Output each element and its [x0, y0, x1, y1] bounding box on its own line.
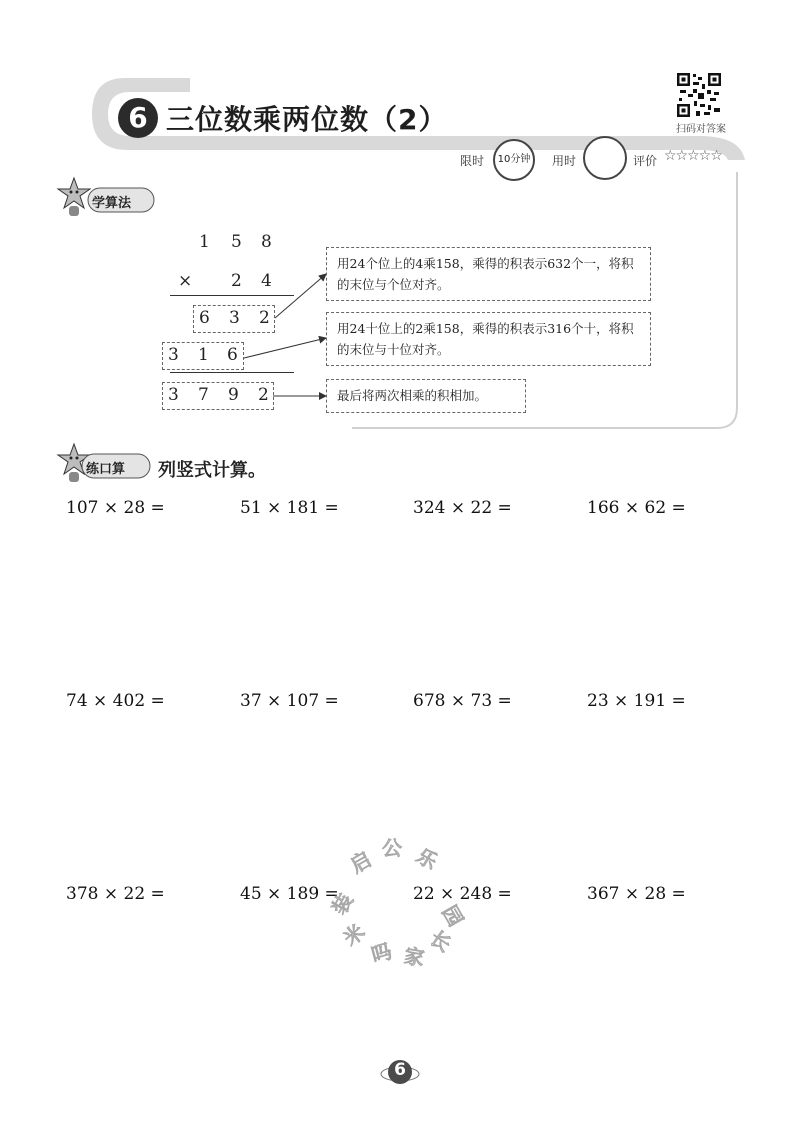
page-title: 三位数乘两位数（2） — [166, 103, 448, 136]
total-digit: 7 — [198, 385, 209, 405]
practice-problem: 74 × 402 = — [66, 691, 165, 711]
multiplier-digit: 2 — [231, 271, 242, 291]
time-used-label: 用时 — [552, 154, 577, 168]
partial-1-digit: 6 — [199, 308, 210, 328]
practice-problem: 678 × 73 = — [413, 691, 512, 711]
practice-badge-label: 练口算 — [86, 462, 126, 477]
explanation-note-3: 最后将两次相乘的积相加。 — [326, 379, 526, 413]
svg-text:长: 长 — [425, 925, 456, 957]
multiplicand-digit: 5 — [231, 232, 242, 252]
rating-stars[interactable]: ☆☆☆☆☆ — [664, 148, 722, 164]
practice-instruction: 列竖式计算。 — [158, 460, 266, 481]
total-digit: 3 — [168, 385, 179, 405]
svg-text:家: 家 — [402, 943, 427, 971]
svg-text:米: 米 — [338, 919, 370, 951]
lesson-number-badge: 6 — [118, 98, 158, 138]
qr-caption: 扫码对答案 — [676, 124, 726, 135]
star-mascot-icon — [56, 176, 92, 220]
time-limit-badge: 10分钟 — [493, 139, 535, 181]
explanation-note-1: 用24个位上的4乘158，乘得的积表示632个一，将积的末位与个位对齐。 — [326, 247, 651, 301]
partial-2-digit: 3 — [168, 345, 179, 365]
svg-text:公: 公 — [382, 836, 402, 860]
practice-problem: 367 × 28 = — [587, 884, 686, 904]
learn-badge-label: 学算法 — [92, 196, 132, 211]
rating-label: 评价 — [633, 154, 658, 168]
practice-problem: 37 × 107 = — [240, 691, 339, 711]
multiplicand-digit: 8 — [261, 232, 272, 252]
practice-problem: 51 × 181 = — [240, 498, 339, 518]
time-limit-label: 限时 — [460, 154, 485, 168]
svg-text:启: 启 — [346, 846, 376, 878]
svg-text:吗: 吗 — [368, 938, 395, 968]
svg-text:乐: 乐 — [412, 843, 442, 875]
practice-problem: 378 × 22 = — [66, 884, 165, 904]
watermark-seal — [326, 830, 470, 971]
svg-text:园: 园 — [437, 901, 469, 931]
practice-problem: 107 × 28 = — [66, 498, 165, 518]
explanation-arrows — [240, 260, 330, 410]
practice-problem: 22 × 248 = — [413, 884, 512, 904]
partial-1-digit: 3 — [229, 308, 240, 328]
multiplicand-digit: 1 — [199, 232, 210, 252]
partial-2-digit: 1 — [198, 345, 209, 365]
partial-2-digit: 6 — [227, 345, 238, 365]
times-sign: × — [178, 271, 193, 291]
page-number: 6 — [394, 1060, 406, 1080]
practice-problem: 23 × 191 = — [587, 691, 686, 711]
practice-problem: 166 × 62 = — [587, 498, 686, 518]
total-digit: 2 — [258, 385, 269, 405]
qr-code-icon[interactable] — [676, 72, 722, 118]
svg-text:装: 装 — [326, 889, 358, 919]
practice-problem: 324 × 22 = — [413, 498, 512, 518]
multiplier-digit: 4 — [261, 271, 272, 291]
total-digit: 9 — [228, 385, 239, 405]
practice-problem: 45 × 189 = — [240, 884, 339, 904]
partial-1-digit: 2 — [259, 308, 270, 328]
explanation-note-2: 用24十位上的2乘158，乘得的积表示316个十，将积的末位与十位对齐。 — [326, 312, 651, 366]
